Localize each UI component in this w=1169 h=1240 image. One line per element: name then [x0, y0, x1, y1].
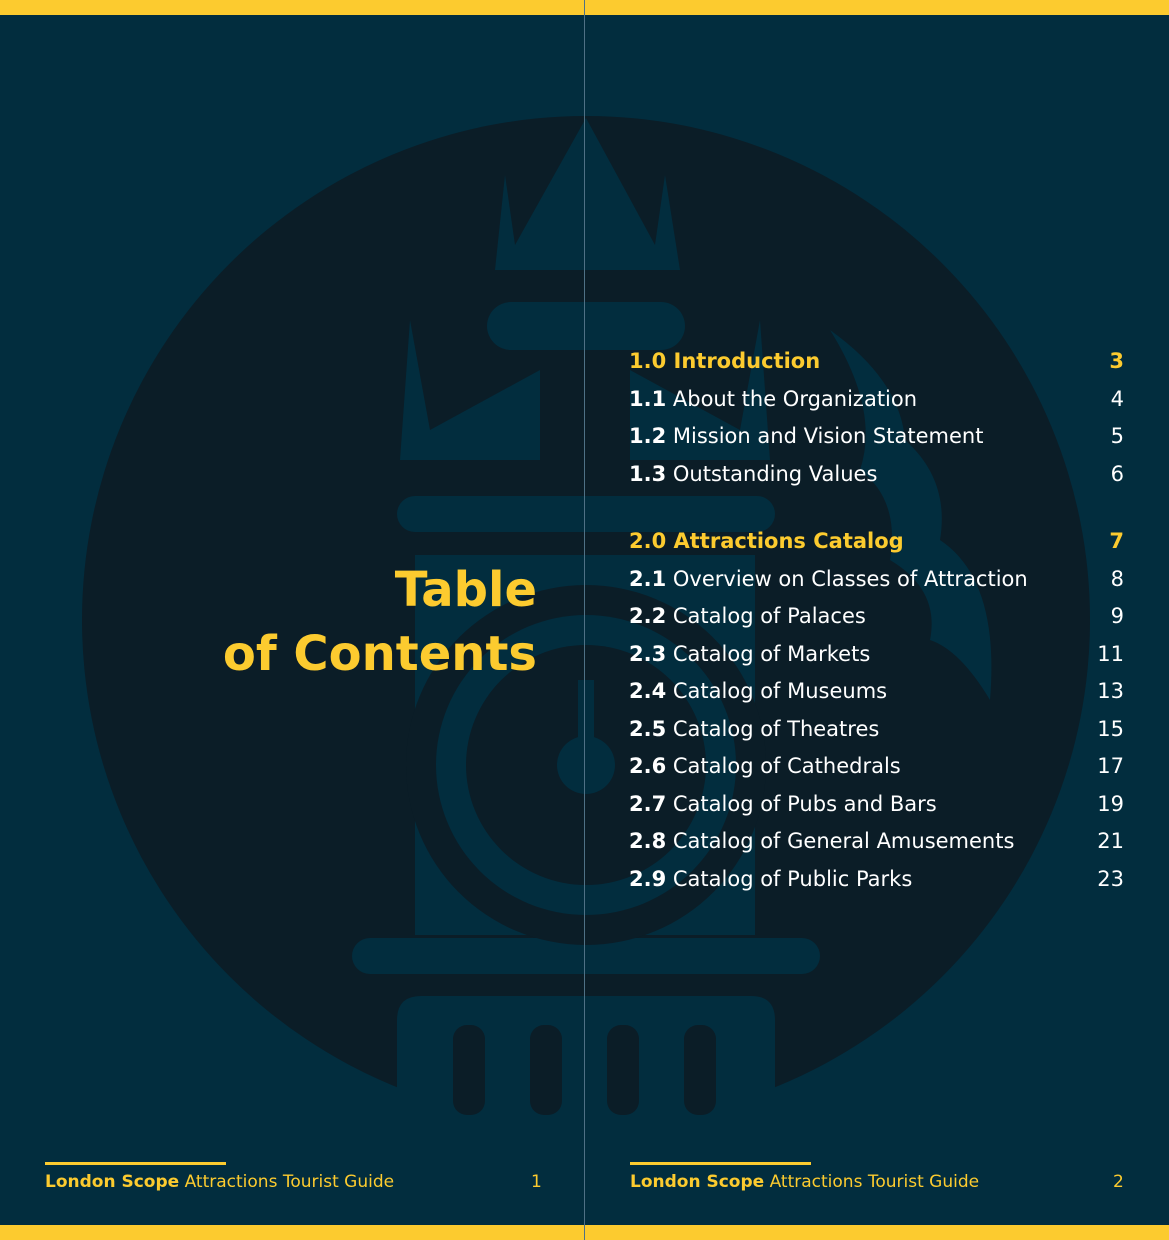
toc-item[interactable]	[629, 421, 1124, 459]
footer-right	[630, 1168, 1125, 1208]
footer-brand: London Scope	[630, 1172, 765, 1192]
footer-rule	[630, 1162, 811, 1165]
toc-number: 2.4	[629, 679, 667, 703]
toc-label: Catalog of Public Parks	[672, 866, 913, 891]
footer-rule	[45, 1162, 226, 1165]
toc-label: About the Organization	[672, 386, 918, 411]
toc-label: Catalog of Pubs and Bars	[672, 791, 937, 816]
toc-page-number: 21	[1097, 829, 1124, 853]
toc-number: 2.2	[629, 604, 667, 628]
toc-label: Attractions Catalog	[673, 529, 904, 553]
toc-page-number: 5	[1110, 424, 1124, 448]
footer-left	[45, 1168, 540, 1208]
toc-number: 1.0	[629, 349, 667, 373]
footer-subtitle: Attractions Tourist Guide	[184, 1172, 395, 1192]
toc-item[interactable]	[629, 751, 1124, 789]
toc-page-number: 11	[1097, 641, 1124, 666]
toc-section-heading[interactable]	[629, 346, 1124, 384]
toc-page-number: 13	[1097, 679, 1124, 703]
title-line-2: of Contents	[222, 626, 537, 682]
toc-section-heading[interactable]	[629, 526, 1124, 564]
footer-page-number: 2	[1113, 1172, 1124, 1192]
toc-number: 1.1	[629, 386, 667, 411]
toc-page-number: 15	[1097, 716, 1124, 741]
toc-number: 2.5	[629, 716, 667, 741]
toc-item[interactable]	[629, 789, 1124, 827]
toc-number: 2.7	[629, 791, 667, 816]
footer-brand: London Scope	[45, 1172, 180, 1192]
toc-label: Introduction	[673, 349, 821, 373]
toc-label: Catalog of Markets	[672, 641, 871, 666]
section-gap	[629, 496, 1124, 526]
footer-page-number: 1	[531, 1172, 542, 1192]
table-of-contents	[629, 346, 1124, 901]
toc-label: Overview on Classes of Attraction	[672, 566, 1028, 591]
toc-page-number: 9	[1110, 604, 1124, 628]
toc-page-number: 3	[1109, 349, 1124, 373]
toc-label: Catalog of Cathedrals	[672, 754, 901, 778]
toc-label: Catalog of Theatres	[672, 716, 880, 741]
toc-item[interactable]	[629, 384, 1124, 422]
page-title	[223, 558, 537, 686]
toc-item[interactable]	[629, 826, 1124, 864]
toc-item[interactable]	[629, 639, 1124, 677]
toc-label: Catalog of Palaces	[672, 604, 866, 628]
toc-label: Outstanding Values	[672, 461, 878, 486]
toc-label: Catalog of Museums	[672, 679, 888, 703]
toc-number: 2.8	[629, 829, 667, 853]
toc-page-number: 4	[1110, 386, 1124, 411]
toc-number: 2.3	[629, 641, 667, 666]
footer-title	[630, 1172, 979, 1192]
toc-number: 2.0	[629, 529, 667, 553]
toc-item[interactable]	[629, 864, 1124, 902]
toc-item[interactable]	[629, 676, 1124, 714]
title-line-1: Table	[394, 562, 537, 618]
toc-page-number: 8	[1110, 566, 1124, 591]
toc-page-number: 17	[1097, 754, 1124, 778]
toc-page-number: 6	[1110, 461, 1124, 486]
toc-label: Catalog of General Amusements	[672, 829, 1015, 853]
footer-subtitle: Attractions Tourist Guide	[769, 1172, 980, 1192]
toc-label: Mission and Vision Statement	[672, 424, 984, 448]
toc-item[interactable]	[629, 714, 1124, 752]
toc-page-number: 7	[1109, 529, 1124, 553]
page-spine	[584, 0, 585, 1240]
toc-page-number: 19	[1097, 791, 1124, 816]
toc-item[interactable]	[629, 564, 1124, 602]
toc-item[interactable]	[629, 459, 1124, 497]
toc-number: 2.1	[629, 566, 667, 591]
toc-number: 2.9	[629, 866, 667, 891]
toc-number: 1.3	[629, 461, 667, 486]
footer-title	[45, 1172, 394, 1192]
toc-page-number: 23	[1097, 866, 1124, 891]
toc-number: 2.6	[629, 754, 667, 778]
toc-item[interactable]	[629, 601, 1124, 639]
toc-number: 1.2	[629, 424, 667, 448]
